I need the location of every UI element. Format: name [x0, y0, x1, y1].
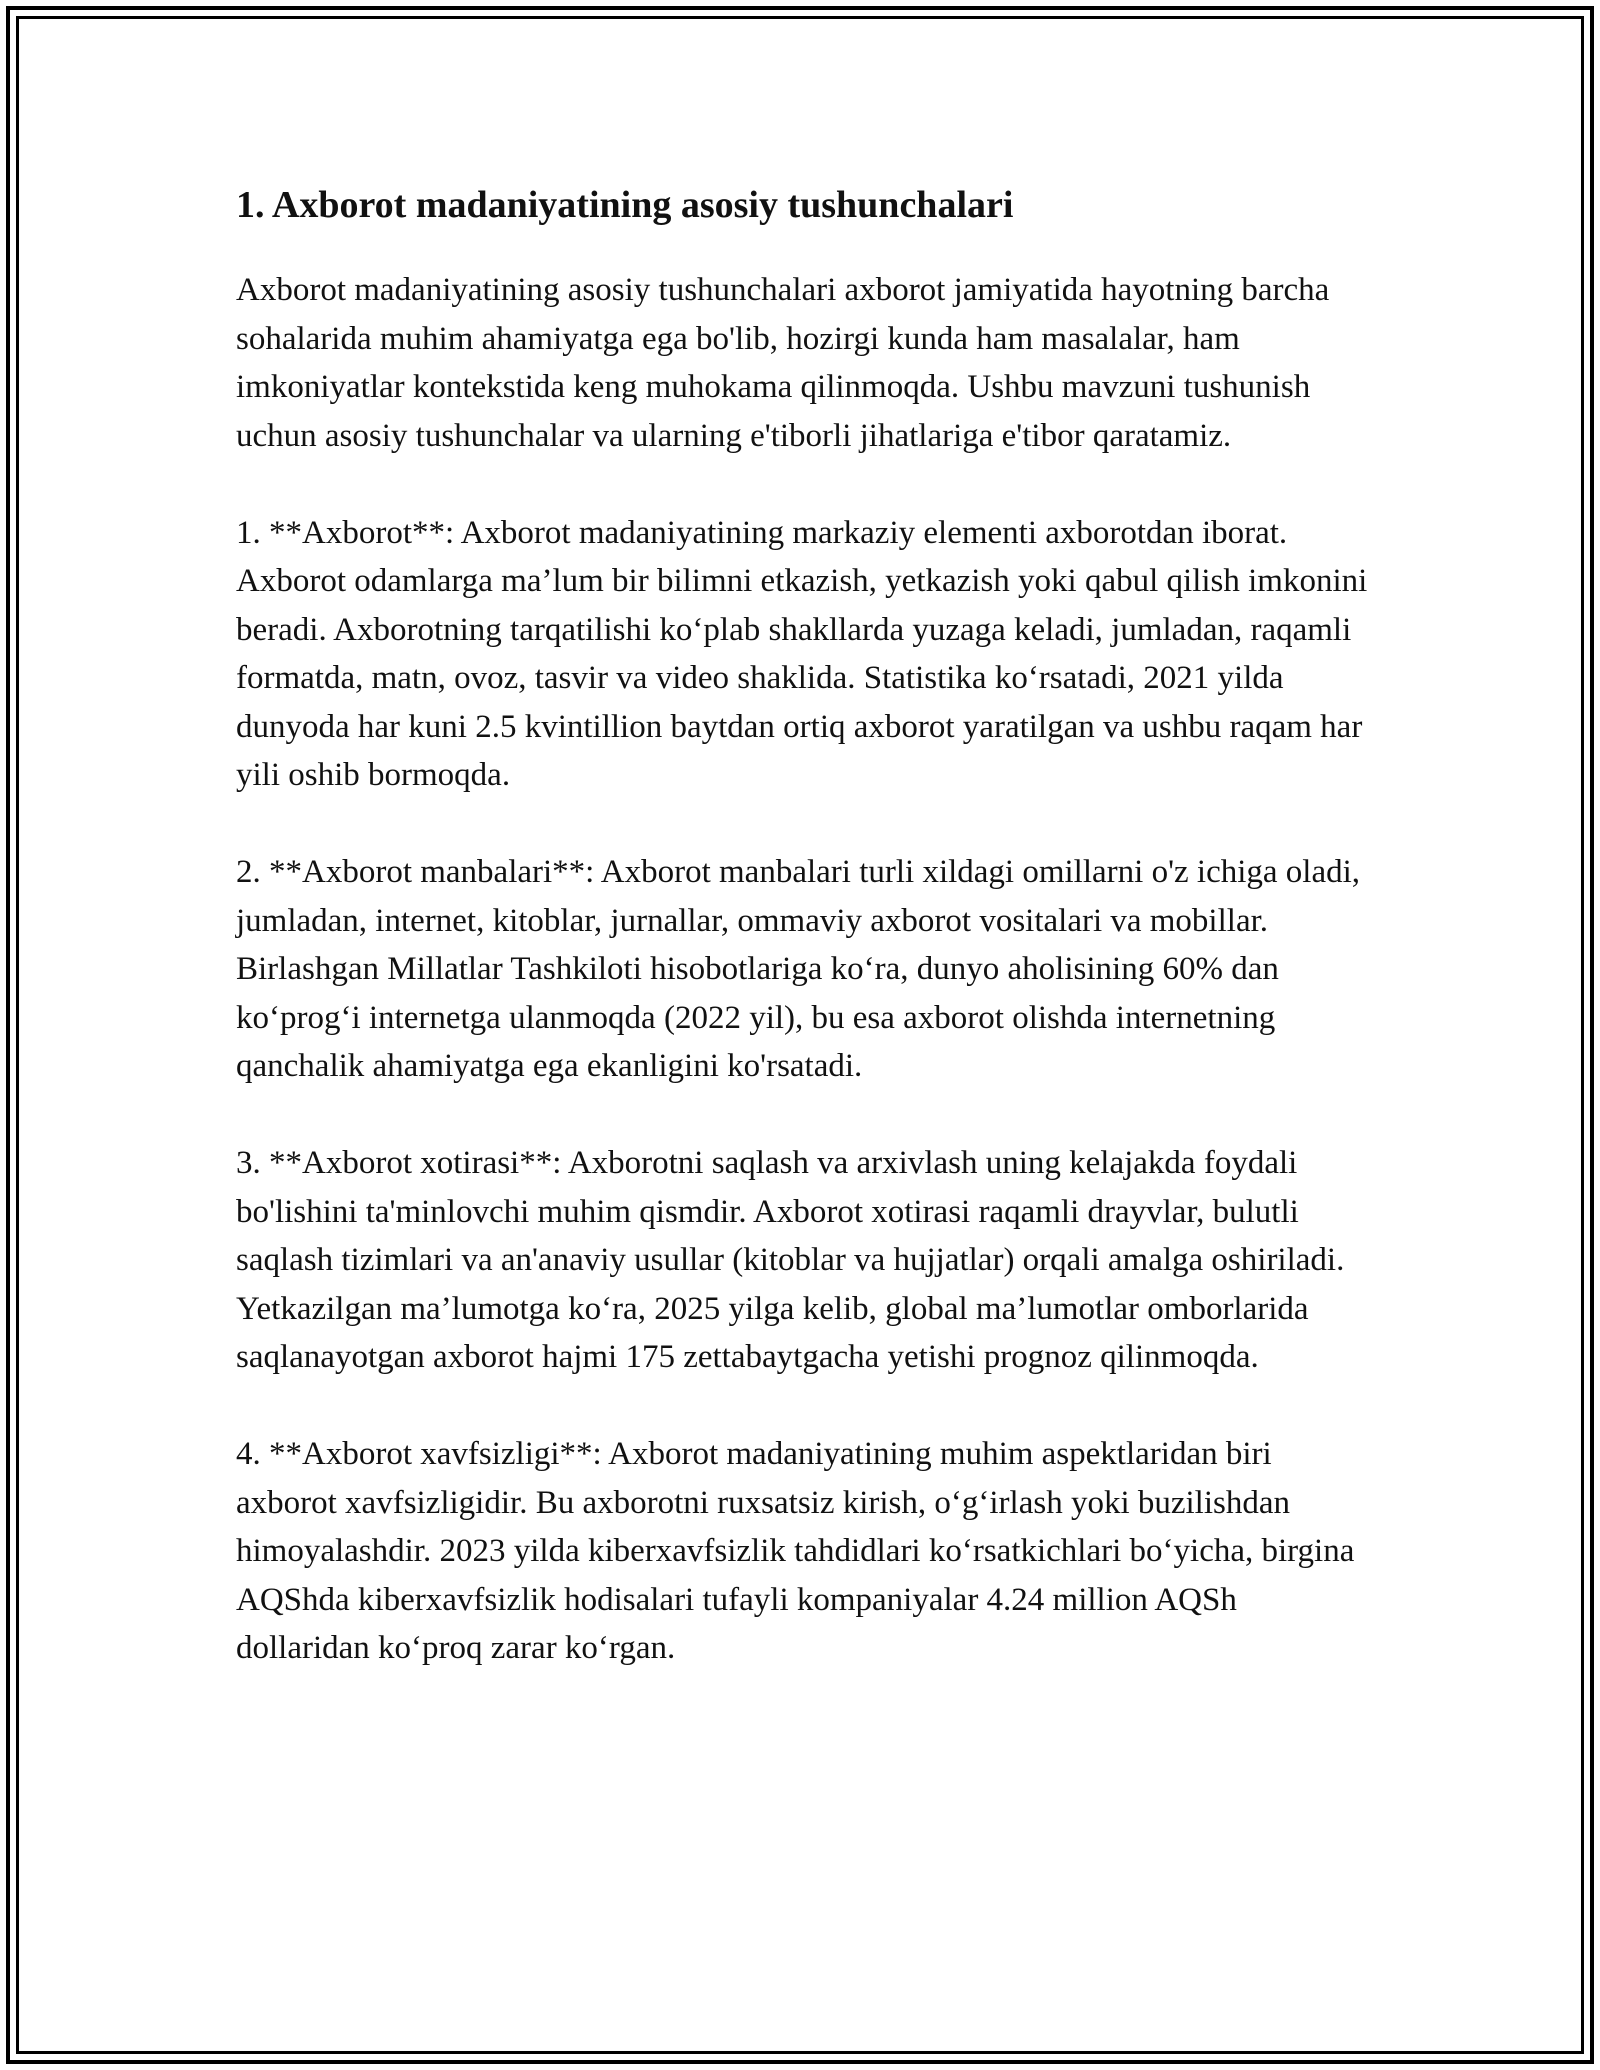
item-paragraph-axborot: 1. **Axborot**: Axborot madaniyatining markaziy elementi axborotdan iborat. Axborot odamlarga ma’lum bir bilimni etkazish, yetkazish yoki qabul qilish imkonini beradi. Axborotning tarqatilishi ko‘plab shakllarda yuzaga keladi, jumladan, raqamli formatda, matn, ovoz, tasvir va video shaklida. Statistika ko‘rsatadi, 2021 yilda dunyoda har kuni 2.5 kvintillion baytdan ortiq axborot yaratilgan va ushbu raqam har yili oshib bormoqda. [236, 514, 1368, 793]
item-paragraph-axborot-manbalari: 2. **Axborot manbalari**: Axborot manbalari turli xildagi omillarni o'z ichiga oladi, jumladan, internet, kitoblar, jurnallar, ommaviy axborot vositalari va mobillar. Birlashgan Millatlar Tashkiloti hisobotlariga ko‘ra, dunyo aholisining 60% dan ko‘prog‘i internetga ulanmoqda (2022 yil), bu esa axborot olishda internetning qanchalik ahamiyatga ega ekanligini ko'rsatadi. [236, 854, 1361, 1084]
section-title: 1. Axborot madaniyatining asosiy tushunchalari [236, 184, 1014, 226]
item-paragraph-axborot-xotirasi: 3. **Axborot xotirasi**: Axborotni saqlash va arxivlash uning kelajakda foydali bo'lishini ta'minlovchi muhim qismdir. Axborot xotirasi raqamli drayvlar, bulutli saqlash tizimlari va an'anaviy usullar (kitoblar va hujjatlar) orqali amalga oshiriladi. Yetkazilgan ma’lumotga ko‘ra, 2025 yilga kelib, global ma’lumotlar omborlarida saqlanayotgan axborot hajmi 175 zettabaytgacha yetishi prognoz qilinmoqda. [236, 1145, 1345, 1375]
item-paragraph-axborot-xavfsizligi: 4. **Axborot xavfsizligi**: Axborot madaniyatining muhim aspektlaridan biri axborot xavfsizligidir. Bu axborotni ruxsatsiz kirish, o‘g‘irlash yoki buzilishdan himoyalashdir. 2023 yilda kiberxavfsizlik tahdidlari ko‘rsatkichlari bo‘yicha, birgina AQShda kiberxavfsizlik hodisalari tufayli kompaniyalar 4.24 million AQSh dollaridan ko‘proq zarar ko‘rgan. [236, 1436, 1355, 1666]
intro-paragraph: Axborot madaniyatining asosiy tushunchalari axborot jamiyatida hayotning barcha sohalarida muhim ahamiyatga ega bo'lib, hozirgi kunda ham masalalar, ham imkoniyatlar kontekstida keng muhokama qilinmoqda. Ushbu mavzuni tushunish uchun asosiy tushunchalar va ularning e'tiborli jihatlariga e'tibor qaratamiz. [236, 272, 1330, 454]
document-body [236, 180, 1376, 1673]
